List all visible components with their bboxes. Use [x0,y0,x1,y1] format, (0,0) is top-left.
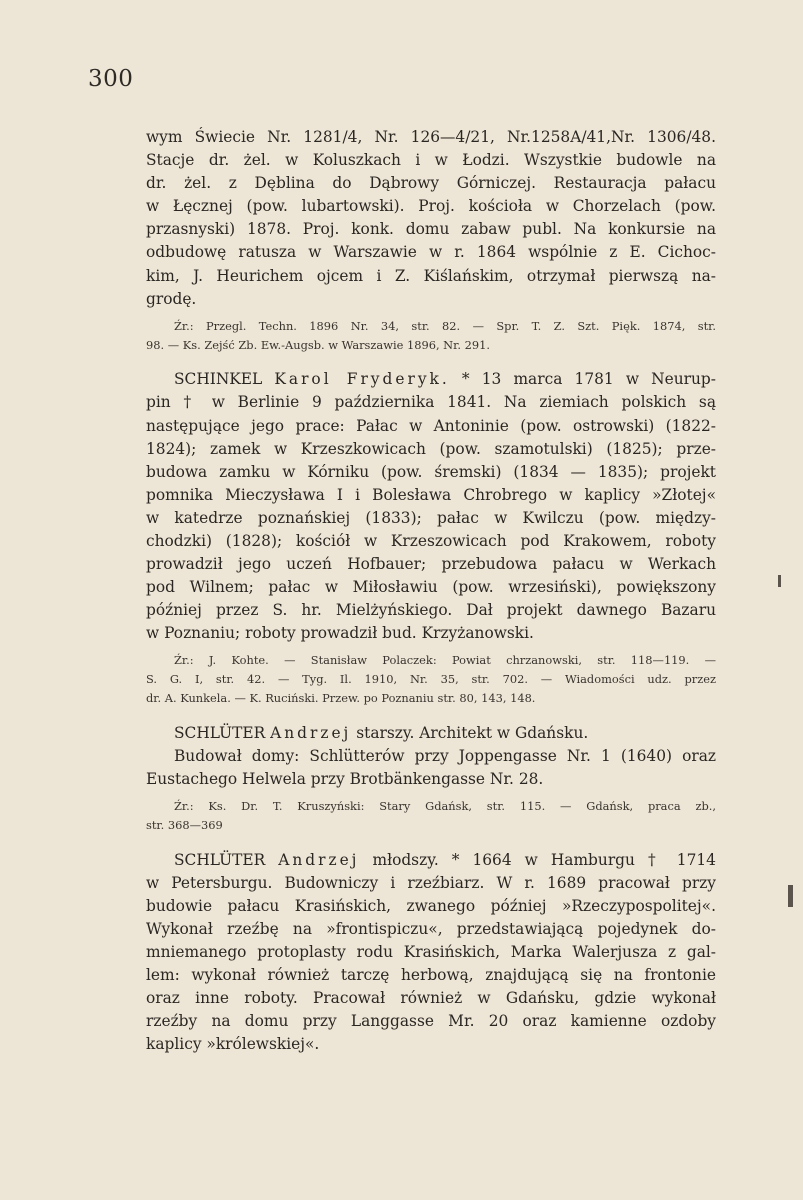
page-number: 300 [88,66,134,92]
text-line: w Poznaniu; roboty prowadził bud. Krzyżanowski. [146,624,534,643]
text-line: lem: wykonał również tarczę herbową, znajdującą się na frontonie [146,966,716,985]
text-line: budowie pałacu Krasińskich, zwanego później »Rzeczypospolitej«. [146,896,716,915]
text-line: następujące jego prace: Pałac w Antoninie (pow. ostrowski) (1822- [146,416,716,435]
entry-heading-rest: starszy. Architekt w Gdańsku. [356,723,589,742]
entry-surname: SCHLÜTER [174,850,266,869]
entry-schluter-younger [146,849,716,1057]
text-line: prowadził jego uczeń Hofbauer; przebudowa pałacu w Werkach [146,555,716,574]
text-line: odbudowę ratusza w Warszawie w r. 1864 wspólnie z E. Cichoc- [146,243,716,262]
entry-heading-rest: młodszy. * 1664 w Hamburgu † 1714 [372,850,716,869]
text-line: w Petersburgu. Budowniczy i rzeźbiarz. W r. 1689 pracował przy [146,873,716,892]
entry-heading-rest: * 13 marca 1781 w Neurup- [461,370,716,389]
text-line: 1824); zamek w Krzeszkowicach (pow. szamotulski) (1825); prze- [146,439,716,458]
entry-given-name: Andrzej [278,850,360,869]
entry-heading-line [146,849,716,872]
text-line: dr. żel. z Dęblina do Dąbrowy Górniczej. Restauracja pałacu [146,174,716,193]
entry-surname: SCHINKEL [174,370,263,389]
text-line: w Łęcznej (pow. lubartowski). Proj. kościoła w Chorzelach (pow. [146,197,716,216]
scan-mark [778,575,781,587]
text-line: przasnyski) 1878. Proj. konk. domu zabaw publ. Na konkursie na [146,220,716,239]
text-line: pod Wilnem; pałac w Miłosławiu (pow. wrzesiński), powiększony [146,578,716,597]
text-line: Budował domy: Schlütterów przy Joppengasse Nr. 1 (1640) oraz [174,746,716,765]
text-line: chodzki) (1828); kościół w Krzeszowicach pod Krakowem, roboty [146,532,716,550]
text-line: pin † w Berlinie 9 października 1841. Na ziemiach polskich są [146,393,716,412]
entry-schluter-elder [146,722,716,835]
source-line: 98. — Ks. Zejść Zb. Ew.-Augsb. w Warszawie 1896, Nr. 291. [146,337,490,352]
entry-surname: SCHLÜTER [174,723,266,742]
text-line: wym Świecie Nr. 1281/4, Nr. 126—4/21, Nr.1258A/41,Nr. 1306/48. [146,128,716,146]
scan-mark [788,885,793,907]
text-line: Eustachego Helwela przy Brotbänkengasse Nr. 28. [146,770,544,789]
text-line: budowa zamku w Kórniku (pow. śremski) (1834 — 1835); projekt [146,462,716,481]
text-block [146,126,716,1057]
source-line: Źr.: J. Kohte. — Stanisław Polaczek: Powiat chrzanowski, str. 118—119. — [174,653,716,668]
text-line: w katedrze poznańskiej (1833); pałac w Kwilczu (pow. między- [146,508,716,527]
text-line: później przez S. hr. Mielżyńskiego. Dał projekt dawnego Bazaru [146,601,716,620]
text-line: oraz inne roboty. Pracował również w Gdańsku, gdzie wykonał [146,989,716,1008]
source-line: Źr.: Ks. Dr. T. Kruszyński: Stary Gdańsk, str. 115. — Gdańsk, praca zb., [174,799,716,814]
text-line: kaplicy »królewskiej«. [146,1035,320,1054]
entry-heading-line [146,368,716,391]
text-line: Wykonał rzeźbę na »frontispiczu«, przedstawiającą pojedynek do- [146,920,716,939]
entry-given-name: Andrzej [270,723,352,742]
source-line: Źr.: Przegl. Techn. 1896 Nr. 34, str. 82. — Spr. T. Z. Szt. Pięk. 1874, str. [174,318,716,333]
text-line: pomnika Mieczysława I i Bolesława Chrobrego w kaplicy »Złotej« [146,485,716,504]
entry-continued [146,126,716,354]
entry-heading-line [146,722,716,745]
source-line: dr. A. Kunkela. — K. Ruciński. Przew. po Poznaniu str. 80, 143, 148. [146,691,536,706]
text-line: mniemanego protoplasty rodu Krasińskich, Marka Walerjusza z gal- [146,943,716,962]
source-line: str. 368—369 [146,817,223,832]
text-line: grodę. [146,289,197,308]
text-line: Stacje dr. żel. w Koluszkach i w Łodzi. Wszystkie budowle na [146,151,716,170]
entry-schinkel [146,368,716,708]
text-line: rzeźby na domu przy Langgasse Mr. 20 oraz kamienne ozdoby [146,1012,716,1031]
entry-given-name: Karol Fryderyk. [274,370,450,389]
source-line: S. G. I, str. 42. — Tyg. Il. 1910, Nr. 35, str. 702. — Wiadomości udz. przez [146,672,716,687]
text-line: kim, J. Heurichem ojcem i Z. Kiślańskim, otrzymał pierwszą na- [146,266,716,285]
